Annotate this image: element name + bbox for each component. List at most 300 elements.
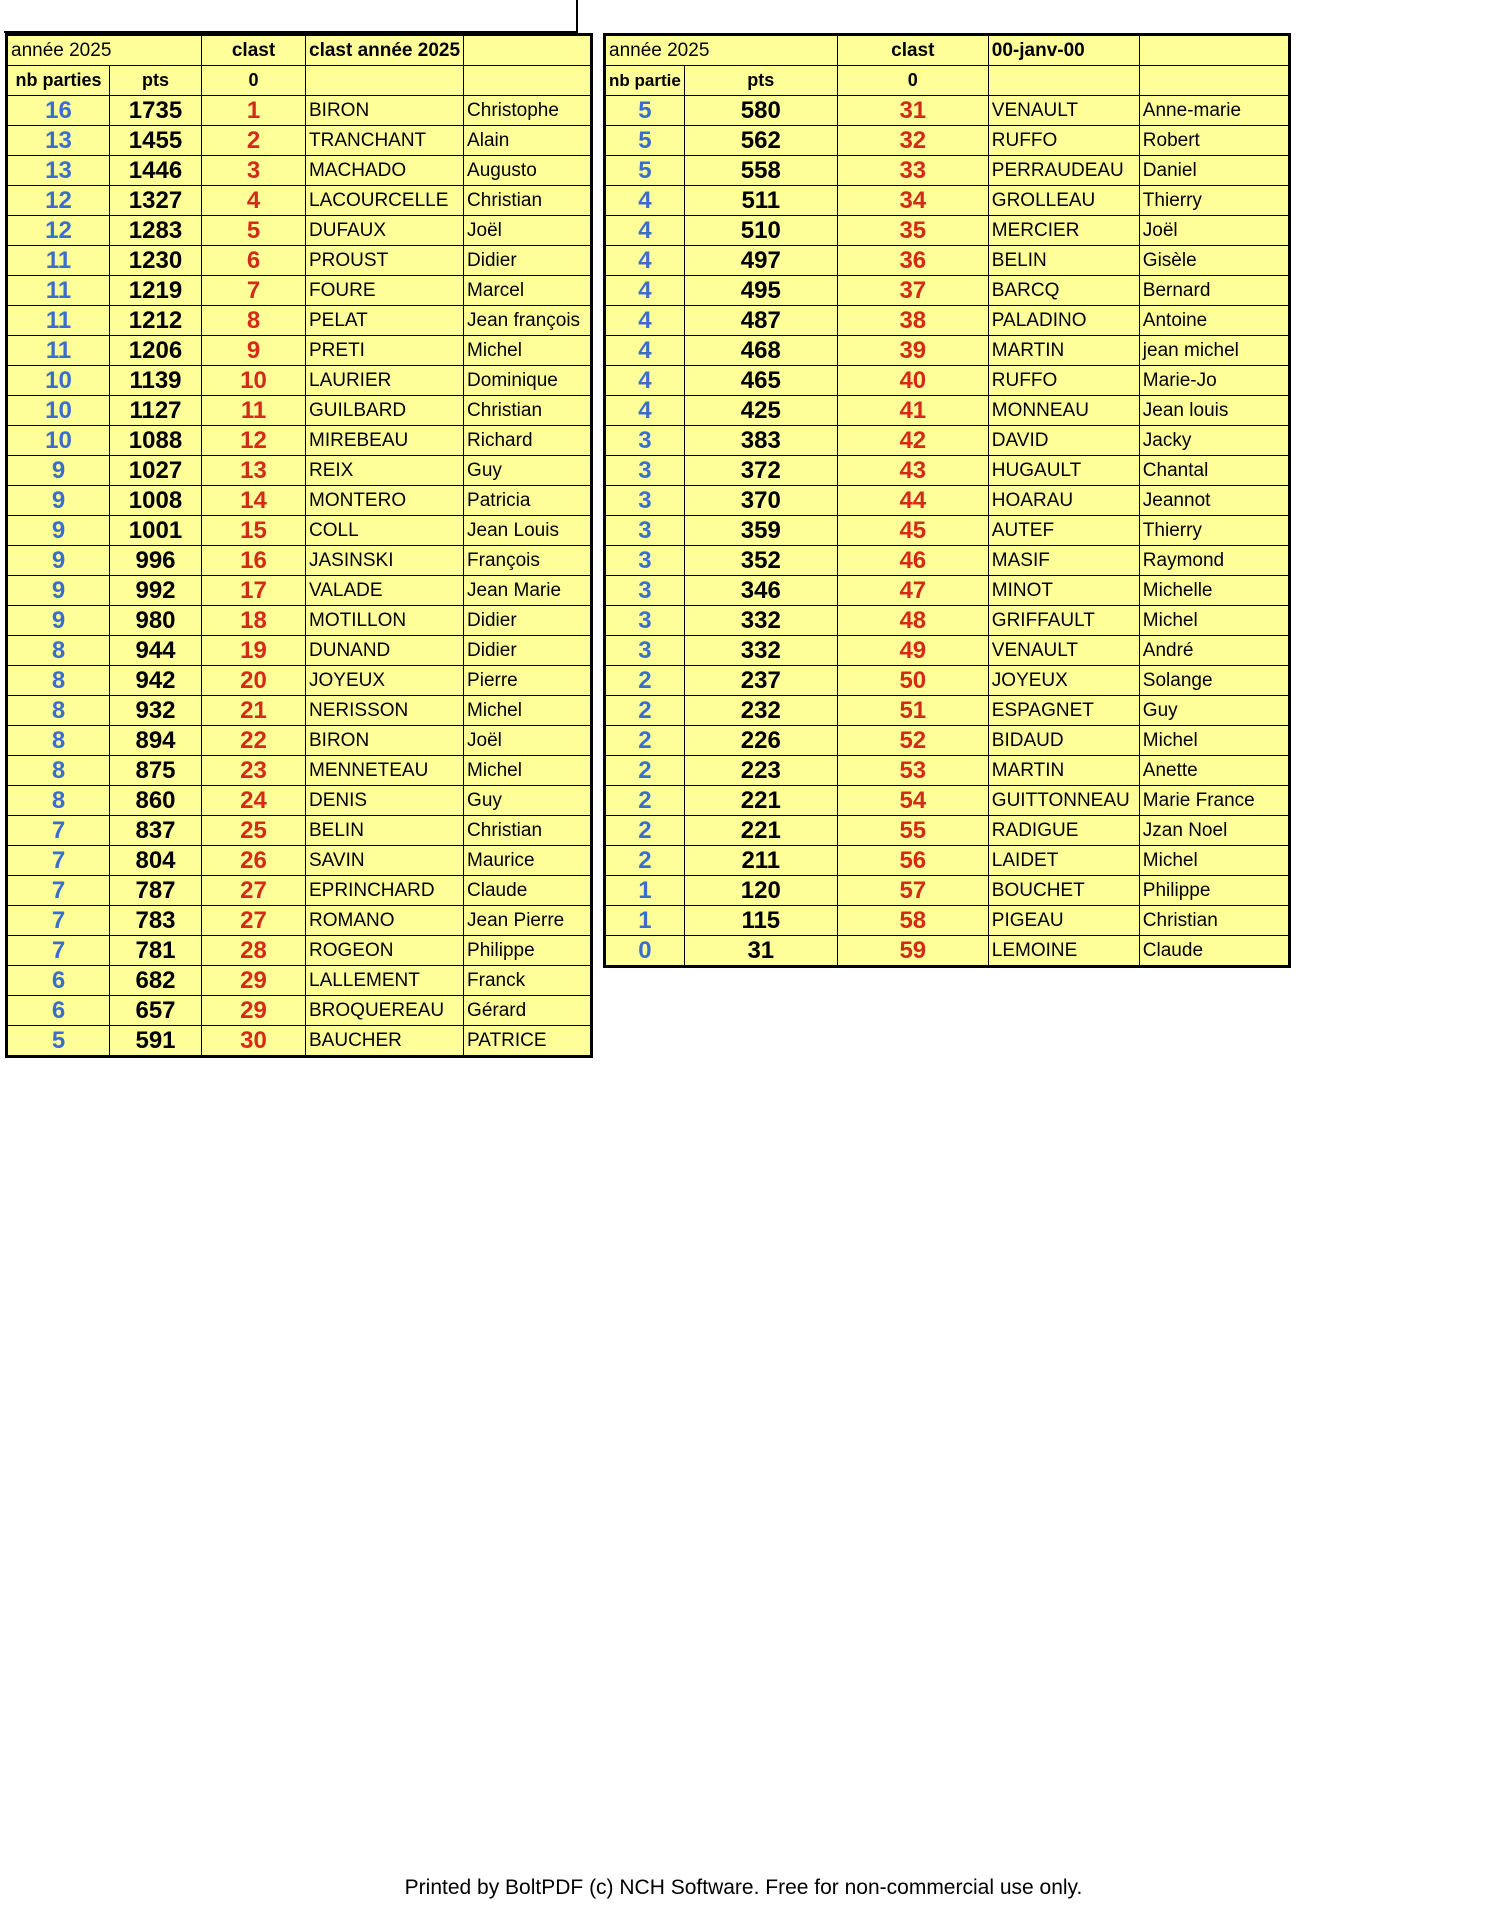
header-empty (988, 66, 1139, 96)
rank-cell: 18 (202, 606, 306, 636)
games-count-cell: 10 (7, 426, 110, 456)
rank-cell: 6 (202, 246, 306, 276)
points-cell: 359 (684, 516, 837, 546)
points-cell: 352 (684, 546, 837, 576)
first-name-cell: Christian (464, 816, 592, 846)
header-zero: 0 (837, 66, 988, 96)
last-name-cell: LEMOINE (988, 936, 1139, 967)
header-clast: clast (837, 35, 988, 66)
games-count-cell: 7 (7, 876, 110, 906)
table-row (605, 876, 1290, 906)
first-name-cell: Didier (464, 606, 592, 636)
first-name-cell: Michel (1139, 726, 1289, 756)
games-count-cell: 10 (7, 366, 110, 396)
last-name-cell: MONNEAU (988, 396, 1139, 426)
points-cell: 495 (684, 276, 837, 306)
rank-cell: 10 (202, 366, 306, 396)
points-cell: 591 (110, 1026, 202, 1057)
rank-cell: 47 (837, 576, 988, 606)
first-name-cell: Christian (464, 396, 592, 426)
table-row (605, 216, 1290, 246)
last-name-cell: PRETI (306, 336, 464, 366)
footer-note: Printed by BoltPDF (c) NCH Software. Free for non-commercial use only. (404, 1876, 1083, 1899)
first-name-cell: Michel (464, 696, 592, 726)
games-count-cell: 9 (7, 516, 110, 546)
table-row (605, 696, 1290, 726)
table-row (605, 636, 1290, 666)
rank-cell: 7 (202, 276, 306, 306)
header-empty (1139, 66, 1289, 96)
header-row-columns (7, 66, 592, 96)
rank-cell: 50 (837, 666, 988, 696)
games-count-cell: 2 (605, 756, 685, 786)
last-name-cell: GUITTONNEAU (988, 786, 1139, 816)
games-count-cell: 5 (605, 96, 685, 126)
rank-cell: 38 (837, 306, 988, 336)
games-count-cell: 8 (7, 756, 110, 786)
table-row (605, 336, 1290, 366)
rank-cell: 26 (202, 846, 306, 876)
rank-cell: 36 (837, 246, 988, 276)
table-row (605, 816, 1290, 846)
rank-cell: 5 (202, 216, 306, 246)
games-count-cell: 13 (7, 156, 110, 186)
games-count-cell: 9 (7, 576, 110, 606)
first-name-cell: Pierre (464, 666, 592, 696)
first-name-cell: Solange (1139, 666, 1289, 696)
last-name-cell: RADIGUE (988, 816, 1139, 846)
last-name-cell: VALADE (306, 576, 464, 606)
rank-cell: 55 (837, 816, 988, 846)
table-row (7, 486, 592, 516)
games-count-cell: 2 (605, 816, 685, 846)
games-count-cell: 3 (605, 606, 685, 636)
rank-cell: 32 (837, 126, 988, 156)
first-name-cell: Joël (464, 216, 592, 246)
games-count-cell: 12 (7, 186, 110, 216)
games-count-cell: 4 (605, 396, 685, 426)
points-cell: 487 (684, 306, 837, 336)
points-cell: 932 (110, 696, 202, 726)
table-row (605, 306, 1290, 336)
last-name-cell: DENIS (306, 786, 464, 816)
table-row (605, 576, 1290, 606)
first-name-cell: Alain (464, 126, 592, 156)
last-name-cell: PERRAUDEAU (988, 156, 1139, 186)
rank-cell: 13 (202, 456, 306, 486)
first-name-cell: François (464, 546, 592, 576)
games-count-cell: 4 (605, 216, 685, 246)
points-cell: 657 (110, 996, 202, 1026)
table-row (7, 546, 592, 576)
ranking-table-right-body (605, 35, 1290, 967)
points-cell: 781 (110, 936, 202, 966)
points-cell: 1088 (110, 426, 202, 456)
points-cell: 980 (110, 606, 202, 636)
first-name-cell: Michel (464, 336, 592, 366)
last-name-cell: LALLEMENT (306, 966, 464, 996)
rank-cell: 46 (837, 546, 988, 576)
points-cell: 1455 (110, 126, 202, 156)
rank-cell: 21 (202, 696, 306, 726)
table-row (7, 216, 592, 246)
rank-cell: 24 (202, 786, 306, 816)
rank-cell: 40 (837, 366, 988, 396)
first-name-cell: Didier (464, 246, 592, 276)
table-row (7, 816, 592, 846)
games-count-cell: 3 (605, 546, 685, 576)
last-name-cell: MARTIN (988, 336, 1139, 366)
first-name-cell: Gérard (464, 996, 592, 1026)
table-row (7, 1026, 592, 1057)
last-name-cell: RUFFO (988, 126, 1139, 156)
last-name-cell: FOURE (306, 276, 464, 306)
points-cell: 783 (110, 906, 202, 936)
first-name-cell: Michel (1139, 606, 1289, 636)
games-count-cell: 7 (7, 816, 110, 846)
points-cell: 31 (684, 936, 837, 967)
header-nb-partie: nb partie (605, 66, 685, 96)
last-name-cell: HUGAULT (988, 456, 1139, 486)
table-row (605, 936, 1290, 967)
header-empty (1139, 35, 1289, 66)
last-name-cell: DUNAND (306, 636, 464, 666)
rank-cell: 2 (202, 126, 306, 156)
first-name-cell: Richard (464, 426, 592, 456)
games-count-cell: 12 (7, 216, 110, 246)
rank-cell: 58 (837, 906, 988, 936)
last-name-cell: MACHADO (306, 156, 464, 186)
games-count-cell: 11 (7, 276, 110, 306)
last-name-cell: NERISSON (306, 696, 464, 726)
games-count-cell: 3 (605, 456, 685, 486)
games-count-cell: 4 (605, 276, 685, 306)
points-cell: 558 (684, 156, 837, 186)
first-name-cell: Bernard (1139, 276, 1289, 306)
last-name-cell: PALADINO (988, 306, 1139, 336)
rank-cell: 45 (837, 516, 988, 546)
points-cell: 1327 (110, 186, 202, 216)
rank-cell: 17 (202, 576, 306, 606)
last-name-cell: JOYEUX (306, 666, 464, 696)
rank-cell: 29 (202, 966, 306, 996)
first-name-cell: Anette (1139, 756, 1289, 786)
first-name-cell: Marie-Jo (1139, 366, 1289, 396)
table-row (7, 726, 592, 756)
table-row (7, 906, 592, 936)
rank-cell: 9 (202, 336, 306, 366)
table-row (7, 276, 592, 306)
last-name-cell: EPRINCHARD (306, 876, 464, 906)
first-name-cell: Jean louis (1139, 396, 1289, 426)
games-count-cell: 0 (605, 936, 685, 967)
games-count-cell: 7 (7, 936, 110, 966)
table-row (7, 606, 592, 636)
header-empty (306, 66, 464, 96)
last-name-cell: BARCQ (988, 276, 1139, 306)
table-row (7, 126, 592, 156)
table-row (605, 426, 1290, 456)
last-name-cell: BELIN (306, 816, 464, 846)
first-name-cell: André (1139, 636, 1289, 666)
first-name-cell: Chantal (1139, 456, 1289, 486)
last-name-cell: GUILBARD (306, 396, 464, 426)
last-name-cell: MARTIN (988, 756, 1139, 786)
last-name-cell: GROLLEAU (988, 186, 1139, 216)
games-count-cell: 3 (605, 576, 685, 606)
header-empty (464, 35, 592, 66)
points-cell: 372 (684, 456, 837, 486)
first-name-cell: Jean Marie (464, 576, 592, 606)
first-name-cell: Christian (1139, 906, 1289, 936)
games-count-cell: 8 (7, 786, 110, 816)
first-name-cell: Joël (1139, 216, 1289, 246)
games-count-cell: 7 (7, 846, 110, 876)
first-name-cell: Michel (1139, 846, 1289, 876)
rank-cell: 29 (202, 996, 306, 1026)
first-name-cell: Robert (1139, 126, 1289, 156)
points-cell: 211 (684, 846, 837, 876)
rank-cell: 41 (837, 396, 988, 426)
first-name-cell: Dominique (464, 366, 592, 396)
header-year: année 2025 (605, 35, 838, 66)
first-name-cell: Marie France (1139, 786, 1289, 816)
points-cell: 1735 (110, 96, 202, 126)
first-name-cell: Gisèle (1139, 246, 1289, 276)
header-clast-year: clast année 2025 (306, 35, 464, 66)
games-count-cell: 9 (7, 456, 110, 486)
last-name-cell: BELIN (988, 246, 1139, 276)
rank-cell: 27 (202, 906, 306, 936)
rank-cell: 59 (837, 936, 988, 967)
table-row (7, 996, 592, 1026)
games-count-cell: 1 (605, 906, 685, 936)
first-name-cell: Daniel (1139, 156, 1289, 186)
games-count-cell: 16 (7, 96, 110, 126)
rank-cell: 33 (837, 156, 988, 186)
points-cell: 996 (110, 546, 202, 576)
header-year: année 2025 (7, 35, 202, 66)
points-cell: 1206 (110, 336, 202, 366)
games-count-cell: 2 (605, 666, 685, 696)
rank-cell: 43 (837, 456, 988, 486)
points-cell: 425 (684, 396, 837, 426)
rank-cell: 15 (202, 516, 306, 546)
first-name-cell: Michelle (1139, 576, 1289, 606)
table-row (605, 366, 1290, 396)
points-cell: 223 (684, 756, 837, 786)
first-name-cell: Anne-marie (1139, 96, 1289, 126)
last-name-cell: HOARAU (988, 486, 1139, 516)
rank-cell: 39 (837, 336, 988, 366)
first-name-cell: Maurice (464, 846, 592, 876)
games-count-cell: 10 (7, 396, 110, 426)
games-count-cell: 9 (7, 546, 110, 576)
table-row (605, 666, 1290, 696)
points-cell: 1139 (110, 366, 202, 396)
header-row-year (7, 35, 592, 66)
first-name-cell: PATRICE (464, 1026, 592, 1057)
rank-cell: 8 (202, 306, 306, 336)
first-name-cell: Joël (464, 726, 592, 756)
rank-cell: 37 (837, 276, 988, 306)
table-row (605, 546, 1290, 576)
table-row (605, 96, 1290, 126)
rank-cell: 27 (202, 876, 306, 906)
last-name-cell: DUFAUX (306, 216, 464, 246)
points-cell: 332 (684, 636, 837, 666)
last-name-cell: PROUST (306, 246, 464, 276)
rank-cell: 16 (202, 546, 306, 576)
rank-cell: 42 (837, 426, 988, 456)
games-count-cell: 11 (7, 306, 110, 336)
points-cell: 1008 (110, 486, 202, 516)
points-cell: 1283 (110, 216, 202, 246)
games-count-cell: 6 (7, 996, 110, 1026)
first-name-cell: Raymond (1139, 546, 1289, 576)
rank-cell: 12 (202, 426, 306, 456)
first-name-cell: Franck (464, 966, 592, 996)
last-name-cell: BIRON (306, 96, 464, 126)
header-date: 00-janv-00 (988, 35, 1139, 66)
last-name-cell: BROQUEREAU (306, 996, 464, 1026)
table-row (7, 516, 592, 546)
points-cell: 944 (110, 636, 202, 666)
points-cell: 510 (684, 216, 837, 246)
last-name-cell: JASINSKI (306, 546, 464, 576)
points-cell: 837 (110, 816, 202, 846)
table-row (7, 786, 592, 816)
table-row (7, 636, 592, 666)
rank-cell: 22 (202, 726, 306, 756)
games-count-cell: 4 (605, 366, 685, 396)
last-name-cell: ESPAGNET (988, 696, 1139, 726)
rank-cell: 20 (202, 666, 306, 696)
table-row (7, 936, 592, 966)
games-count-cell: 4 (605, 336, 685, 366)
last-name-cell: GRIFFAULT (988, 606, 1139, 636)
last-name-cell: LACOURCELLE (306, 186, 464, 216)
points-cell: 237 (684, 666, 837, 696)
games-count-cell: 2 (605, 786, 685, 816)
last-name-cell: MINOT (988, 576, 1139, 606)
first-name-cell: Claude (464, 876, 592, 906)
games-count-cell: 3 (605, 516, 685, 546)
header-empty (464, 66, 592, 96)
last-name-cell: LAURIER (306, 366, 464, 396)
last-name-cell: MIREBEAU (306, 426, 464, 456)
last-name-cell: LAIDET (988, 846, 1139, 876)
table-row (605, 786, 1290, 816)
rank-cell: 1 (202, 96, 306, 126)
rank-cell: 4 (202, 186, 306, 216)
points-cell: 346 (684, 576, 837, 606)
rank-cell: 53 (837, 756, 988, 786)
rank-cell: 23 (202, 756, 306, 786)
last-name-cell: MASIF (988, 546, 1139, 576)
last-name-cell: TRANCHANT (306, 126, 464, 156)
table-row (605, 186, 1290, 216)
games-count-cell: 4 (605, 186, 685, 216)
first-name-cell: Patricia (464, 486, 592, 516)
rank-cell: 49 (837, 636, 988, 666)
rank-cell: 11 (202, 396, 306, 426)
last-name-cell: COLL (306, 516, 464, 546)
rank-cell: 28 (202, 936, 306, 966)
first-name-cell: Claude (1139, 936, 1289, 967)
header-nb-parties: nb parties (7, 66, 110, 96)
header-row-year (605, 35, 1290, 66)
points-cell: 1230 (110, 246, 202, 276)
points-cell: 787 (110, 876, 202, 906)
last-name-cell: DAVID (988, 426, 1139, 456)
ranking-table-left (5, 33, 593, 1058)
points-cell: 1212 (110, 306, 202, 336)
table-row (605, 606, 1290, 636)
points-cell: 1127 (110, 396, 202, 426)
points-cell: 942 (110, 666, 202, 696)
games-count-cell: 9 (7, 606, 110, 636)
table-row (605, 486, 1290, 516)
points-cell: 468 (684, 336, 837, 366)
games-count-cell: 3 (605, 636, 685, 666)
table-row (7, 756, 592, 786)
games-count-cell: 4 (605, 246, 685, 276)
games-count-cell: 5 (605, 156, 685, 186)
games-count-cell: 5 (7, 1026, 110, 1057)
first-name-cell: Thierry (1139, 516, 1289, 546)
rank-cell: 57 (837, 876, 988, 906)
rank-cell: 34 (837, 186, 988, 216)
points-cell: 992 (110, 576, 202, 606)
table-row (605, 126, 1290, 156)
games-count-cell: 11 (7, 336, 110, 366)
table-row (7, 876, 592, 906)
first-name-cell: Augusto (464, 156, 592, 186)
games-count-cell: 3 (605, 486, 685, 516)
points-cell: 232 (684, 696, 837, 726)
rank-cell: 25 (202, 816, 306, 846)
first-name-cell: Jeannot (1139, 486, 1289, 516)
last-name-cell: BIDAUD (988, 726, 1139, 756)
rank-cell: 54 (837, 786, 988, 816)
points-cell: 894 (110, 726, 202, 756)
table-row (7, 456, 592, 486)
games-count-cell: 8 (7, 636, 110, 666)
points-cell: 226 (684, 726, 837, 756)
games-count-cell: 13 (7, 126, 110, 156)
games-count-cell: 9 (7, 486, 110, 516)
table-row (605, 726, 1290, 756)
points-cell: 1446 (110, 156, 202, 186)
table-row (7, 246, 592, 276)
games-count-cell: 6 (7, 966, 110, 996)
first-name-cell: Michel (464, 756, 592, 786)
games-count-cell: 1 (605, 876, 685, 906)
first-name-cell: Guy (464, 456, 592, 486)
rank-cell: 19 (202, 636, 306, 666)
games-count-cell: 3 (605, 426, 685, 456)
last-name-cell: PELAT (306, 306, 464, 336)
table-row (605, 846, 1290, 876)
first-name-cell: Antoine (1139, 306, 1289, 336)
table-row (7, 966, 592, 996)
table-row (7, 156, 592, 186)
points-cell: 1001 (110, 516, 202, 546)
first-name-cell: Guy (1139, 696, 1289, 726)
games-count-cell: 2 (605, 696, 685, 726)
games-count-cell: 8 (7, 696, 110, 726)
